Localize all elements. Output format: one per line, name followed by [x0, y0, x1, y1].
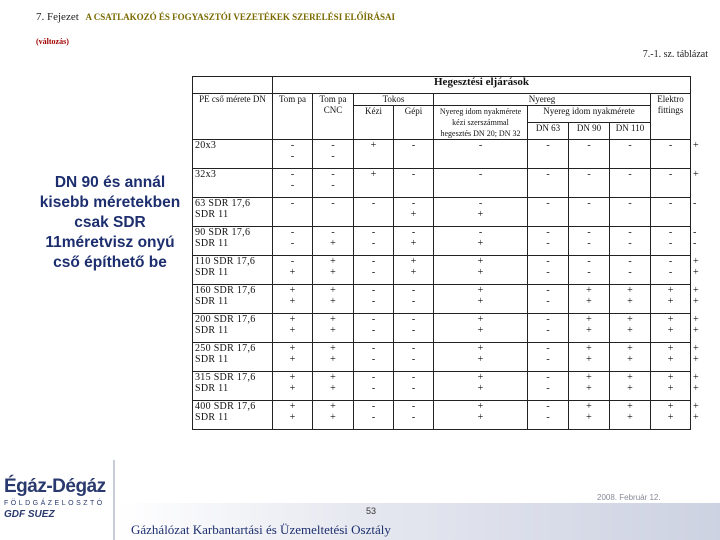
- method-cell: - -: [528, 314, 569, 343]
- method-cell: - -: [569, 227, 610, 256]
- table-row: 315 SDR 17,6 SDR 11 + + + + - - - - + + - - + + + + + + + +: [193, 372, 691, 401]
- method-cell: - -: [273, 169, 313, 198]
- header-nyereg-idom: Nyereg idom nyakmérete: [528, 106, 651, 123]
- method-cell: + +: [651, 372, 691, 401]
- pipe-size-cell: 32x3: [193, 169, 273, 198]
- method-cell: - -: [354, 401, 394, 430]
- method-cell: - +: [394, 198, 434, 227]
- method-cell: + +: [313, 285, 354, 314]
- table-row: 20x3 - - - - + - - - - - - +: [193, 140, 691, 169]
- method-cell: - -: [354, 343, 394, 372]
- pipe-size-cell: 160 SDR 17,6 SDR 11: [193, 285, 273, 314]
- logo-name: Égáz-Dégáz: [4, 476, 106, 497]
- method-cell: -: [610, 169, 651, 198]
- method-cell: -: [528, 169, 569, 198]
- method-cell: + +: [610, 343, 651, 372]
- method-cell: - +: [434, 198, 528, 227]
- logo-brand: GDF SUEZ: [4, 509, 55, 520]
- method-cell: + +: [313, 372, 354, 401]
- method-cell: + +: [569, 285, 610, 314]
- chapter-label: 7. Fejezet: [36, 11, 79, 23]
- table-row: 32x3 - - - - + - - - - - - +: [193, 169, 691, 198]
- method-cell: + +: [313, 343, 354, 372]
- method-cell: -: [651, 198, 691, 227]
- method-cell: - +: [394, 227, 434, 256]
- method-cell: - -: [394, 401, 434, 430]
- method-cell: - -: [394, 314, 434, 343]
- header-dn90: DN 90: [569, 123, 610, 140]
- method-cell: + +: [434, 372, 528, 401]
- method-cell: - -: [528, 227, 569, 256]
- method-cell: - +: [273, 256, 313, 285]
- welding-table-container: [192, 76, 699, 496]
- change-note: (változás): [36, 37, 69, 46]
- method-cell: -: [651, 140, 691, 169]
- method-cell: - -: [354, 372, 394, 401]
- pipe-size-cell: 20x3: [193, 140, 273, 169]
- method-cell: + +: [394, 256, 434, 285]
- method-cell: + +: [313, 256, 354, 285]
- method-cell: + +: [434, 343, 528, 372]
- method-cell: -: [434, 140, 528, 169]
- header-pe-pipe: PE cső mérete DN: [193, 94, 273, 140]
- company-logo: [4, 476, 112, 536]
- footer-divider: [113, 460, 115, 540]
- table-row: 90 SDR 17,6 SDR 11 - - - + - - - + - + - - - - - - - - - -: [193, 227, 691, 256]
- method-cell: -: [651, 169, 691, 198]
- method-cell: + +: [569, 314, 610, 343]
- header-tokos-kezi: Kézi: [354, 106, 394, 140]
- header-dn63: DN 63: [528, 123, 569, 140]
- method-cell: - -: [528, 401, 569, 430]
- method-cell: + +: [273, 372, 313, 401]
- pipe-size-cell: 90 SDR 17,6 SDR 11: [193, 227, 273, 256]
- pipe-size-cell: 110 SDR 17,6 SDR 11: [193, 256, 273, 285]
- header-dn110: DN 110: [610, 123, 651, 140]
- method-cell: - -: [354, 227, 394, 256]
- method-cell: - -: [394, 372, 434, 401]
- table-row: 160 SDR 17,6 SDR 11 + + + + - - - - + + - - + + + + + + + +: [193, 285, 691, 314]
- method-cell: -: [394, 140, 434, 169]
- header-tompa: Tom pa: [273, 94, 313, 140]
- method-cell: + +: [610, 401, 651, 430]
- method-cell: - -: [354, 314, 394, 343]
- method-cell: + +: [610, 314, 651, 343]
- method-cell: - -: [610, 227, 651, 256]
- method-cell: + +: [610, 372, 651, 401]
- method-cell: -: [569, 169, 610, 198]
- table-corner: [193, 77, 273, 94]
- method-cell: + +: [273, 401, 313, 430]
- method-cell: -: [610, 140, 651, 169]
- method-cell: + +: [434, 401, 528, 430]
- method-cell: - -: [569, 256, 610, 285]
- page-header: [36, 11, 395, 23]
- method-cell: +: [354, 140, 394, 169]
- method-cell: + +: [651, 401, 691, 430]
- method-cell: - -: [313, 140, 354, 169]
- table-row: 400 SDR 17,6 SDR 11 + + + + - - - - + + - - + + + + + + + +: [193, 401, 691, 430]
- footer-department: Gázhálózat Karbantartási és Üzemeltetési Osztály: [131, 522, 391, 537]
- pipe-size-cell: 200 SDR 17,6 SDR 11: [193, 314, 273, 343]
- header-nyereg: Nyereg: [434, 94, 651, 106]
- method-cell: - +: [313, 227, 354, 256]
- method-cell: + +: [569, 372, 610, 401]
- method-cell: - -: [528, 372, 569, 401]
- method-cell: - -: [651, 256, 691, 285]
- method-cell: -: [528, 140, 569, 169]
- method-cell: + +: [651, 343, 691, 372]
- method-cell: - -: [528, 343, 569, 372]
- chapter-heading: A CSATLAKOZÓ ÉS FOGYASZTÓI VEZETÉKEK SZERELÉSI ELŐÍRÁSAI: [85, 12, 395, 22]
- method-cell: - -: [528, 256, 569, 285]
- method-cell: - -: [354, 256, 394, 285]
- side-note: DN 90 és annál kisebb méretekben csak SDR 11méretvisz onyú cső építhető be: [39, 174, 181, 271]
- method-cell: -: [394, 169, 434, 198]
- method-cell: + +: [651, 285, 691, 314]
- method-cell: -: [313, 198, 354, 227]
- method-cell: - -: [394, 343, 434, 372]
- method-cell: + +: [313, 401, 354, 430]
- method-cell: - -: [273, 140, 313, 169]
- table-title: Hegesztési eljárások: [273, 77, 691, 94]
- method-cell: + +: [434, 285, 528, 314]
- method-cell: -: [354, 198, 394, 227]
- method-cell: + +: [273, 314, 313, 343]
- date-stamp: 2008. Február 12.: [597, 493, 661, 502]
- pipe-size-cell: 63 SDR 17,6 SDR 11: [193, 198, 273, 227]
- method-cell: + +: [569, 343, 610, 372]
- method-cell: -: [569, 140, 610, 169]
- method-cell: +: [354, 169, 394, 198]
- header-tokos: Tokos: [354, 94, 434, 106]
- page-number: 53: [366, 506, 377, 516]
- header-tompa-cnc: Tom pa CNC: [313, 94, 354, 140]
- method-cell: -: [569, 198, 610, 227]
- method-cell: + +: [273, 343, 313, 372]
- method-cell: -: [528, 198, 569, 227]
- method-cell: - -: [313, 169, 354, 198]
- method-cell: - +: [434, 227, 528, 256]
- method-cell: - -: [273, 227, 313, 256]
- method-cell: -: [273, 198, 313, 227]
- method-cell: + +: [434, 256, 528, 285]
- header-elektro: Elektro fittings: [651, 94, 691, 140]
- method-cell: + +: [273, 285, 313, 314]
- method-cell: - -: [394, 285, 434, 314]
- pipe-size-cell: 315 SDR 17,6 SDR 11: [193, 372, 273, 401]
- method-cell: + +: [434, 314, 528, 343]
- pipe-size-cell: 250 SDR 17,6 SDR 11: [193, 343, 273, 372]
- method-cell: - -: [651, 227, 691, 256]
- table-row: 200 SDR 17,6 SDR 11 + + + + - - - - + + - - + + + + + + + +: [193, 314, 691, 343]
- method-cell: -: [434, 169, 528, 198]
- table-number: 7.-1. sz. táblázat: [642, 49, 708, 60]
- method-cell: + +: [569, 401, 610, 430]
- welding-table: [192, 76, 699, 430]
- method-cell: + +: [313, 314, 354, 343]
- method-cell: - -: [528, 285, 569, 314]
- method-cell: + +: [610, 285, 651, 314]
- pipe-size-cell: 400 SDR 17,6 SDR 11: [193, 401, 273, 430]
- table-body: [193, 140, 699, 430]
- table-row: 250 SDR 17,6 SDR 11 + + + + - - - - + + - - + + + + + + + +: [193, 343, 691, 372]
- method-cell: -: [610, 198, 651, 227]
- header-nyereg-kezi: Nyereg idom nyakmérete kézi szerszámmal hegesztés DN 20; DN 32: [434, 106, 528, 140]
- header-tokos-gepi: Gépi: [394, 106, 434, 140]
- method-cell: - -: [610, 256, 651, 285]
- method-cell: + +: [651, 314, 691, 343]
- logo-sub: FÖLDGÁZELOSZTÓ: [4, 500, 105, 507]
- table-row: 110 SDR 17,6 SDR 11 - + + + - - + + + + - - - - - - - - + +: [193, 256, 691, 285]
- method-cell: - -: [354, 285, 394, 314]
- table-row: 63 SDR 17,6 SDR 11 - - - - + - + - - - - -: [193, 198, 691, 227]
